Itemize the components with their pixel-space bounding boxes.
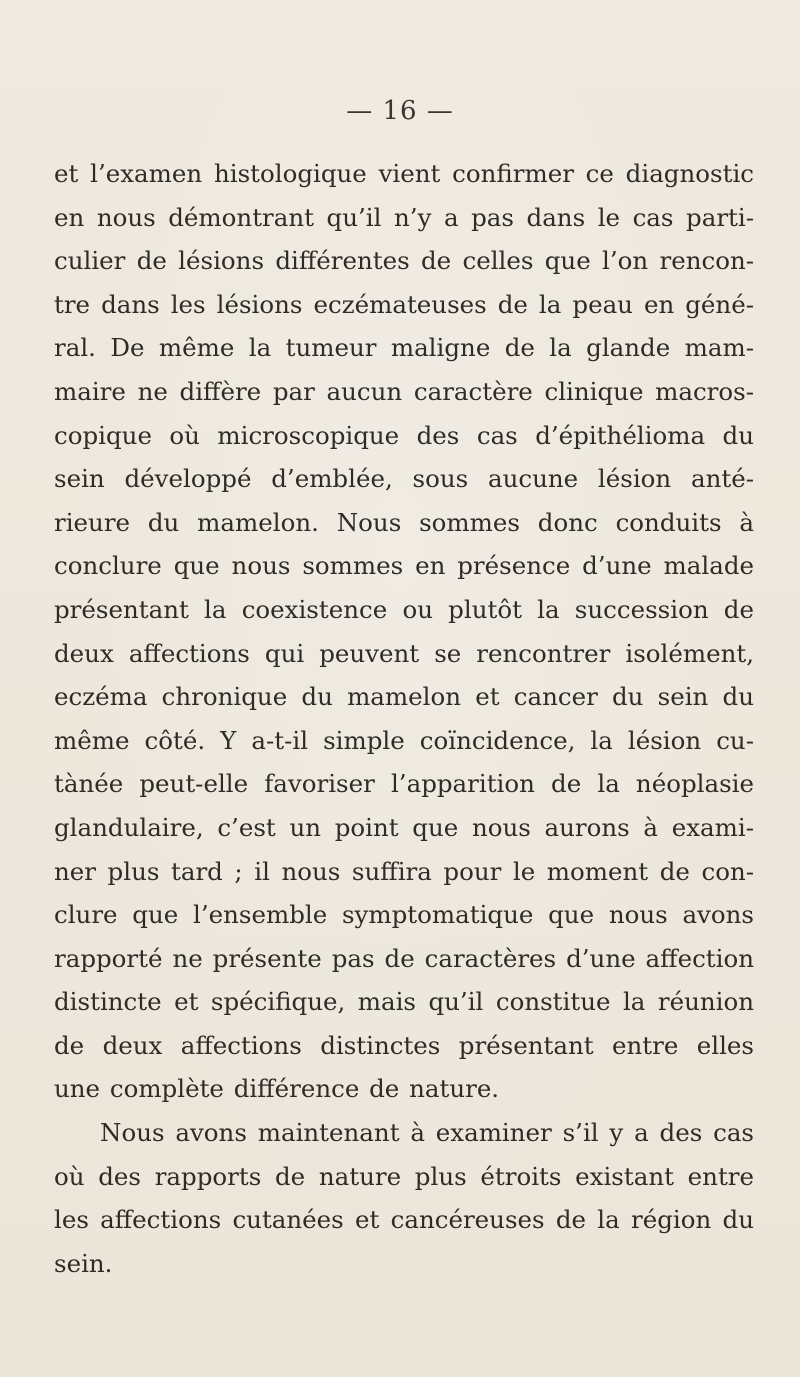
text-line: tre dans les lésions eczémateuses de la peau en géné- <box>54 289 754 319</box>
text-line: présentant la coexistence ou plutôt la succession de <box>54 594 754 624</box>
page-number: — 16 — <box>346 96 454 126</box>
text-line: copique où microscopique des cas d’épithélioma du <box>54 420 754 450</box>
text-line: maire ne diffère par aucun caractère clinique macros- <box>54 376 754 406</box>
text-line: une complète différence de nature. <box>54 1074 500 1104</box>
body-text <box>54 152 754 1285</box>
text-line: clure que l’ensemble symptomatique que nous avons <box>54 900 754 930</box>
text-line: sein développé d’emblée, sous aucune lésion anté- <box>54 464 754 494</box>
text-line: tànée peut-elle favoriser l’apparition de la néoplasie <box>54 769 754 799</box>
text-line: distincte et spécifique, mais qu’il constitue la réunion <box>54 987 754 1017</box>
text-line: en nous démontrant qu’il n’y a pas dans le cas parti- <box>54 202 754 232</box>
text-line: et l’examen histologique vient confirmer ce diagnostic <box>54 159 754 188</box>
paragraph-2 <box>54 1111 754 1285</box>
text-line: Nous avons maintenant à examiner s’il y a des cas <box>100 1118 754 1148</box>
text-line: les affections cutanées et cancéreuses de la région du <box>54 1205 754 1235</box>
text-line: conclure que nous sommes en présence d’une malade <box>54 551 754 581</box>
text-line: eczéma chronique du mamelon et cancer du sein du <box>54 682 754 712</box>
text-line: culier de lésions différentes de celles que l’on rencon- <box>54 246 754 276</box>
text-line: sein. <box>54 1248 113 1278</box>
text-line: même côté. Y a-t-il simple coïncidence, la lésion cu- <box>54 725 754 755</box>
text-line: de deux affections distinctes présentant entre elles <box>54 1030 754 1060</box>
text-line: où des rapports de nature plus étroits existant entre <box>54 1161 754 1191</box>
text-line: ner plus tard ; il nous suffira pour le moment de con- <box>54 856 754 886</box>
text-line: rieure du mamelon. Nous sommes donc conduits à <box>54 507 754 537</box>
text-line: deux affections qui peuvent se rencontrer isolément, <box>54 638 754 668</box>
text-line: glandulaire, c’est un point que nous aurons à exami- <box>54 812 754 842</box>
text-line: ral. De même la tumeur maligne de la glande mam- <box>54 333 754 363</box>
text-line: rapporté ne présente pas de caractères d’une affection <box>54 943 754 973</box>
paragraph-1 <box>54 152 754 1111</box>
